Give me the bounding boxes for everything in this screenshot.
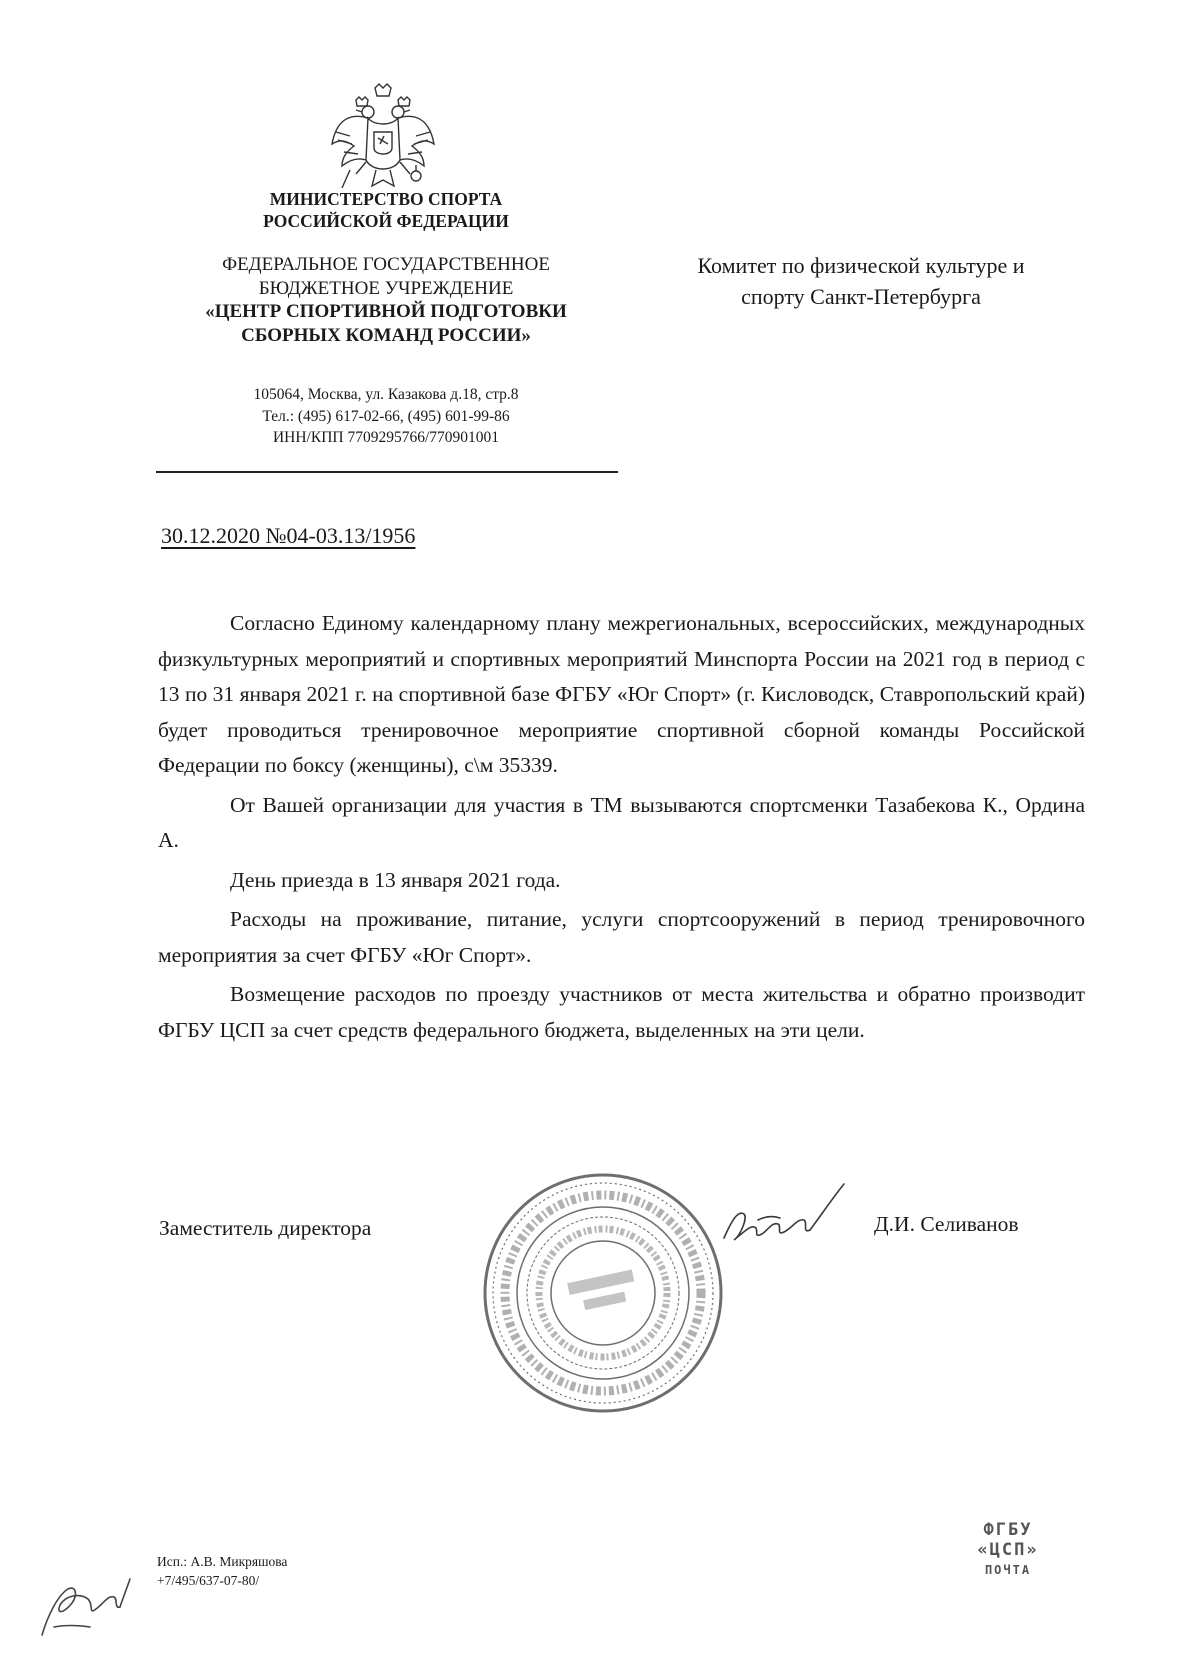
body-paragraph-5: Возмещение расходов по проезду участников от места жительства и обратно производит ФГБУ ЦСП за счет средств федерального бюджета, выделенных на эти цели.	[158, 982, 1085, 1042]
org-phone: Тел.: (495) 617-02-66, (495) 601-99-86	[262, 407, 510, 425]
header-divider	[156, 471, 618, 473]
org-contacts	[196, 384, 576, 449]
document-reference: 30.12.2020 №04-03.13/1956	[161, 523, 416, 548]
body-paragraph-2: От Вашей организации для участия в ТМ вызываются спортсменки Тазабекова К., Ордина А.	[158, 792, 1085, 852]
initials-signature	[34, 1565, 134, 1645]
mail-stamp-line-2: ПОЧТА	[984, 1563, 1032, 1577]
recipient	[646, 250, 1076, 312]
executor-phone: +7/495/637-07-80/	[157, 1573, 260, 1588]
signatory-name: Д.И. Селиванов	[874, 1212, 1019, 1236]
handwritten-signature	[718, 1180, 848, 1260]
body-paragraph-3: День приезда в 13 января 2021 года.	[230, 867, 561, 892]
org-address: 105064, Москва, ул. Казакова д.18, стр.8	[253, 386, 519, 403]
org-line-1: ФЕДЕРАЛЬНОЕ ГОСУДАРСТВЕННОЕ	[222, 254, 550, 275]
organization-name	[156, 253, 616, 347]
letter-body	[158, 606, 1085, 1048]
ministry-line-1: МИНИСТЕРСТВО СПОРТА	[269, 189, 503, 209]
round-seal-stamp	[478, 1168, 728, 1418]
signatory-title: Заместитель директора	[159, 1216, 372, 1240]
org-name-line-1: «ЦЕНТР СПОРТИВНОЙ ПОДГОТОВКИ	[205, 301, 567, 322]
recipient-line-1: Комитет по физической культуре и	[697, 253, 1025, 278]
ministry-name	[196, 188, 576, 232]
org-inn: ИНН/КПП 7709295766/770901001	[272, 429, 500, 446]
mail-stamp-line-1: ФГБУ «ЦСП»	[977, 1520, 1039, 1560]
org-name-line-2: СБОРНЫХ КОМАНД РОССИИ»	[241, 324, 531, 346]
executor-info	[157, 1552, 287, 1590]
ministry-line-2: РОССИЙСКОЙ ФЕДЕРАЦИИ	[263, 211, 509, 231]
body-paragraph-4: Расходы на проживание, питание, услуги спортсооружений в период тренировочного мероприятия за счет ФГБУ «Юг Спорт».	[158, 907, 1085, 967]
executor-name: Исп.: А.В. Микряшова	[157, 1554, 288, 1569]
mail-stamp	[948, 1520, 1068, 1577]
coat-of-arms-icon	[328, 82, 438, 194]
org-line-2: БЮДЖЕТНОЕ УЧРЕЖДЕНИЕ	[258, 277, 514, 299]
body-paragraph-1: Согласно Единому календарному плану межрегиональных, всероссийских, международных физкультурных мероприятий и спортивных мероприятий Минспорта России на 2021 год в период с 13 по 31 января 2021 г. на спортивной базе ФГБУ «Юг Спорт» (г. Кисловодск, Ставропольский край) будет проводиться тренировочное мероприятие спортивной сборной команды Российской Федерации по боксу (женщины), с\м 35339.	[158, 611, 1085, 777]
recipient-line-2: спорту Санкт-Петербурга	[741, 284, 981, 309]
